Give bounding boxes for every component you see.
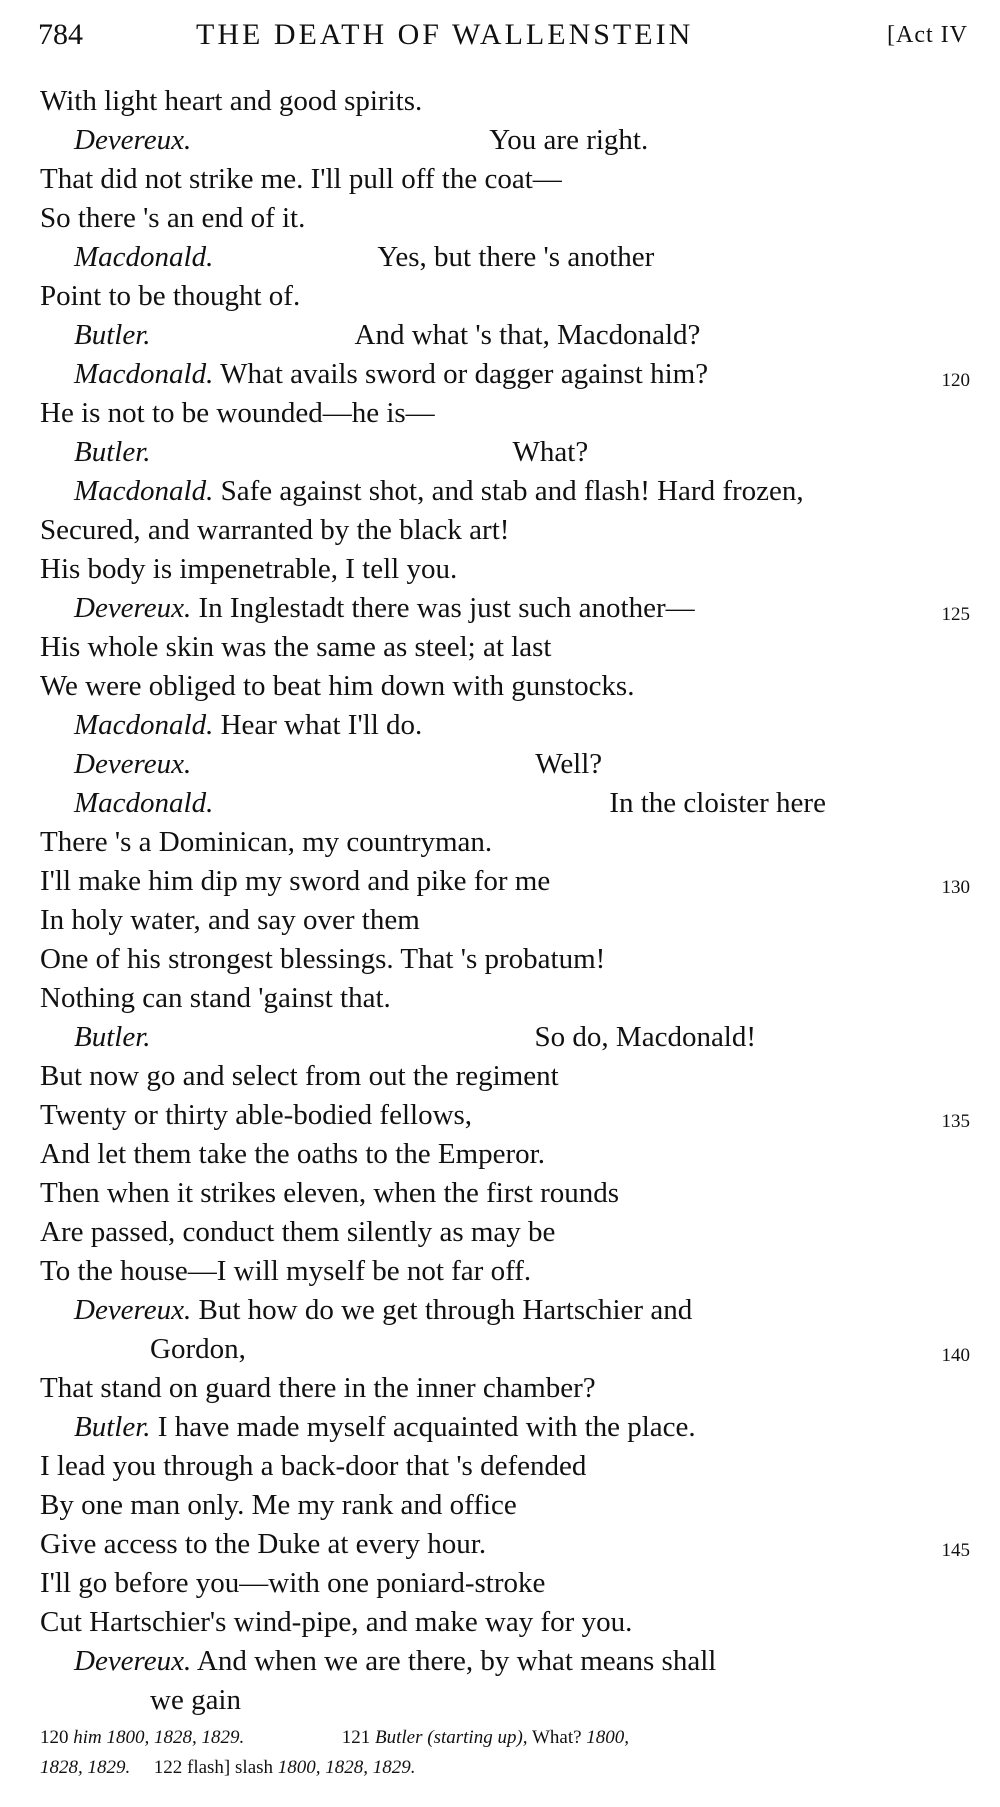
- speaker-name: Macdonald.: [74, 475, 214, 507]
- verse-line: That stand on guard there in the inner chamber?: [40, 1372, 596, 1404]
- verse-line: I'll make him dip my sword and pike for me 130: [40, 862, 970, 901]
- footnote-text: 1828, 1829.: [40, 1757, 131, 1778]
- line-number: 125: [941, 604, 970, 625]
- speaker-name: Macdonald.: [74, 358, 214, 390]
- verse-line: Devereux. But how do we get through Hartschier and: [74, 1294, 693, 1326]
- footnote-text: flash]: [187, 1757, 231, 1778]
- speaker-name: Butler.: [74, 319, 151, 351]
- line-number: 145: [941, 1540, 970, 1561]
- verse-line: With light heart and good spirits.: [40, 85, 423, 117]
- footnote-text: 1800,: [586, 1727, 630, 1748]
- footnote-text: slash: [235, 1757, 274, 1778]
- speaker-name: Macdonald.: [74, 709, 214, 741]
- verse-line: Cut Hartschier's wind-pipe, and make way for you.: [40, 1606, 633, 1638]
- verse-line: I lead you through a back-door that 's defended: [40, 1450, 587, 1482]
- speaker-name: Macdonald.: [74, 241, 214, 273]
- verse-line: we gain: [150, 1684, 241, 1716]
- verse-line: We were obliged to beat him down with gunstocks.: [40, 670, 635, 702]
- footnote-text: What?: [531, 1727, 582, 1748]
- verse-line: Are passed, conduct them silently as may be: [40, 1216, 556, 1248]
- footnote-number: 120: [40, 1727, 69, 1748]
- speaker-name: Devereux.: [74, 1294, 192, 1326]
- verse-line: So there 's an end of it.: [40, 202, 306, 234]
- speaker-name: Macdonald.: [74, 787, 214, 819]
- line-number: 140: [941, 1345, 970, 1366]
- verse-line: And let them take the oaths to the Emperor.: [40, 1138, 545, 1170]
- verse-line: Devereux. And when we are there, by what means shall: [74, 1645, 717, 1677]
- verse-line: Butler. And what 's that, Macdonald?: [74, 319, 701, 351]
- page-number: 784: [38, 18, 83, 51]
- verse-line: Nothing can stand 'gainst that.: [40, 982, 391, 1014]
- verse-line: Butler. I have made myself acquainted with the place.: [74, 1411, 696, 1443]
- verse-line: That did not strike me. I'll pull off the coat—: [40, 163, 562, 195]
- footnote-row: [40, 1723, 970, 1753]
- verse-line: To the house—I will myself be not far off.: [40, 1255, 532, 1287]
- play-text: [40, 82, 970, 1720]
- verse-line: Butler. What?: [74, 436, 589, 468]
- line-number: 135: [941, 1111, 970, 1132]
- speaker-name: Devereux.: [74, 1645, 192, 1677]
- footnote-text: him 1800, 1828, 1829.: [73, 1727, 245, 1748]
- line-number: 120: [941, 370, 970, 391]
- footnote-number: 121: [341, 1727, 371, 1748]
- footnote-text: Butler (starting up),: [375, 1727, 528, 1748]
- footnote-text: 1800, 1828, 1829.: [277, 1757, 416, 1778]
- verse-line: One of his strongest blessings. That 's probatum!: [40, 943, 606, 975]
- verse-line: Macdonald. In the cloister here: [74, 787, 826, 819]
- footnote-number: 122: [153, 1757, 183, 1778]
- verse-line: In holy water, and say over them: [40, 904, 420, 936]
- verse-line: Macdonald. Hear what I'll do.: [74, 709, 423, 741]
- verse-line: Butler. So do, Macdonald!: [74, 1021, 757, 1053]
- footnotes: [40, 1723, 970, 1783]
- verse-line: There 's a Dominican, my countryman.: [40, 826, 493, 858]
- verse-line: He is not to be wounded—he is—: [40, 397, 435, 429]
- verse-line: Devereux. Well?: [74, 748, 603, 780]
- running-header: [38, 18, 968, 68]
- verse-line: Give access to the Duke at every hour. 145: [40, 1525, 970, 1564]
- verse-line: I'll go before you—with one poniard-stroke: [40, 1567, 546, 1599]
- verse-line: His body is impenetrable, I tell you.: [40, 553, 458, 585]
- verse-line: By one man only. Me my rank and office: [40, 1489, 517, 1521]
- speaker-name: Butler.: [74, 1021, 151, 1053]
- act-label: [Act IV: [887, 22, 968, 48]
- line-number: 130: [941, 877, 970, 898]
- verse-line: Devereux. You are right.: [74, 124, 649, 156]
- running-title: THE DEATH OF WALLENSTEIN: [196, 18, 694, 51]
- speaker-name: Butler.: [74, 436, 151, 468]
- verse-line: Secured, and warranted by the black art!: [40, 514, 510, 546]
- footnote-row: [40, 1753, 970, 1783]
- verse-line: Then when it strikes eleven, when the first rounds: [40, 1177, 620, 1209]
- verse-line: His whole skin was the same as steel; at last: [40, 631, 552, 663]
- speaker-name: Devereux.: [74, 748, 192, 780]
- verse-line: Devereux. In Inglestadt there was just such another— 125: [40, 589, 970, 628]
- speaker-name: Devereux.: [74, 592, 192, 624]
- verse-line: But now go and select from out the regiment: [40, 1060, 559, 1092]
- verse-line: Macdonald. What avails sword or dagger against him? 120: [40, 355, 970, 394]
- verse-line: Twenty or thirty able-bodied fellows, 135: [40, 1096, 970, 1135]
- verse-line: Point to be thought of.: [40, 280, 301, 312]
- verse-line: Gordon, 140: [40, 1330, 970, 1369]
- speaker-name: Butler.: [74, 1411, 151, 1443]
- verse-line: Macdonald. Yes, but there 's another: [74, 241, 655, 273]
- speaker-name: Devereux.: [74, 124, 192, 156]
- verse-line: Macdonald. Safe against shot, and stab and flash! Hard frozen,: [74, 475, 804, 507]
